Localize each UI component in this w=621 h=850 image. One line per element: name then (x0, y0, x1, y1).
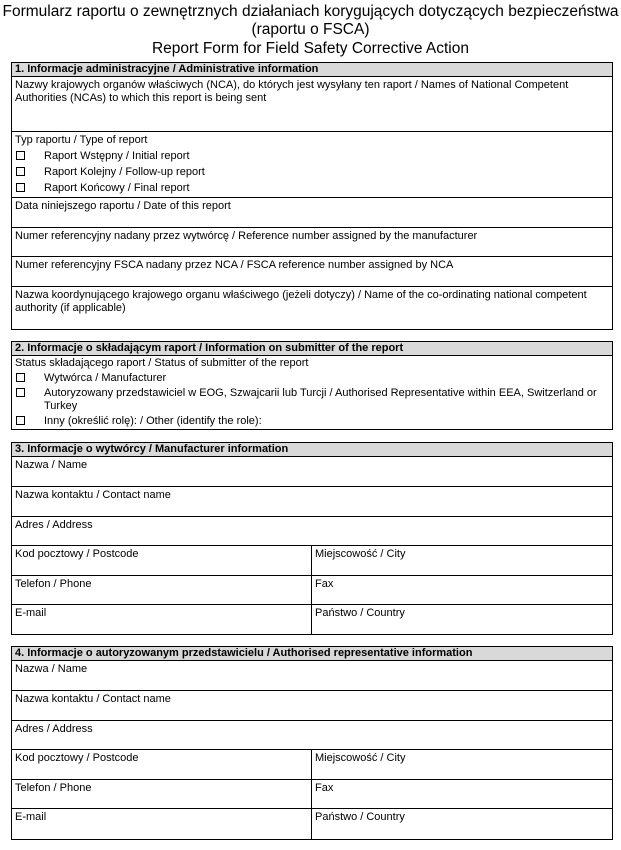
representative-fax-label: Fax (315, 782, 334, 794)
nca-reference-field[interactable] (12, 257, 612, 287)
manufacturer-name-label: Nazwa / Name (15, 459, 88, 471)
representative-phone-field[interactable] (12, 780, 312, 808)
representative-postcode-label: Kod pocztowy / Postcode (15, 752, 139, 764)
report-type-field (12, 132, 612, 198)
coordinating-nca-label: Nazwa koordynującego krajowego organu właściwego (jeżeli dotyczy) / Name of the co-ordinating national competent authority (if applicable) (15, 289, 587, 314)
section-authorised-representative (11, 646, 613, 840)
representative-email-label: E-mail (15, 811, 47, 823)
manufacturer-email-country-row (12, 605, 612, 634)
option-authorised-representative-label: Autoryzowany przedstawiciel w EOG, Szwajcarii lub Turcji / Authorised Representative within EEA, Switzerland or Turkey (44, 387, 597, 412)
submitter-status-label: Status składającego raport / Status of submitter of the report (15, 357, 309, 369)
representative-postcode-city-row (12, 750, 612, 780)
manufacturer-reference-field[interactable] (12, 228, 612, 257)
manufacturer-reference-label: Numer referencyjny nadany przez wytwórcę / Reference number assigned by the manufacturer (15, 230, 478, 242)
manufacturer-city-label: Miejscowość / City (315, 548, 406, 560)
manufacturer-contact-label: Nazwa kontaktu / Contact name (15, 489, 171, 501)
option-final-report[interactable] (15, 182, 609, 195)
option-final-label: Raport Końcowy / Final report (44, 182, 190, 194)
checkbox-follow-up-report[interactable] (16, 167, 25, 176)
option-other-label: Inny (określić rolę): / Other (identify the role): (44, 415, 262, 427)
option-manufacturer[interactable] (15, 372, 609, 385)
section-administrative (11, 62, 613, 330)
report-date-label: Data niniejszego raportu / Date of this report (15, 200, 231, 212)
section-submitter (11, 341, 613, 430)
option-manufacturer-label: Wytwórca / Manufacturer (44, 372, 167, 384)
checkbox-manufacturer[interactable] (16, 373, 25, 382)
manufacturer-phone-label: Telefon / Phone (15, 578, 92, 590)
manufacturer-postcode-city-row (12, 546, 612, 576)
representative-address-field[interactable] (12, 721, 612, 750)
representative-address-label: Adres / Address (15, 723, 93, 735)
manufacturer-email-label: E-mail (15, 607, 47, 619)
representative-fax-field[interactable] (312, 780, 612, 808)
representative-city-label: Miejscowość / City (315, 752, 406, 764)
representative-city-field[interactable] (312, 750, 612, 779)
manufacturer-email-field[interactable] (12, 605, 312, 634)
report-date-field[interactable] (12, 198, 612, 228)
option-initial-report[interactable] (15, 150, 609, 163)
manufacturer-city-field[interactable] (312, 546, 612, 575)
representative-email-country-row (12, 809, 612, 839)
title-line-3: Report Form for Field Safety Corrective Action (151, 40, 469, 57)
manufacturer-phone-fax-row (12, 576, 612, 605)
option-other[interactable] (15, 415, 609, 428)
manufacturer-address-field[interactable] (12, 517, 612, 546)
submitter-status-field (12, 356, 612, 429)
nca-names-field[interactable] (12, 77, 612, 132)
manufacturer-postcode-field[interactable] (12, 546, 312, 575)
manufacturer-phone-field[interactable] (12, 576, 312, 604)
title-line-2: (raportu o FSCA) (251, 21, 370, 38)
nca-reference-label: Numer referencyjny FSCA nadany przez NCA / FSCA reference number assigned by NCA (15, 259, 454, 271)
manufacturer-country-field[interactable] (312, 605, 612, 634)
representative-phone-label: Telefon / Phone (15, 782, 92, 794)
option-follow-up-report[interactable] (15, 166, 609, 179)
section-3-heading: 3. Informacje o wytwórcy / Manufacturer information (12, 443, 612, 457)
representative-name-label: Nazwa / Name (15, 663, 88, 675)
manufacturer-fax-label: Fax (315, 578, 334, 590)
report-type-label: Typ raportu / Type of report (15, 134, 148, 146)
option-authorised-representative[interactable] (15, 387, 609, 413)
representative-contact-label: Nazwa kontaktu / Contact name (15, 693, 171, 705)
manufacturer-fax-field[interactable] (312, 576, 612, 604)
manufacturer-address-label: Adres / Address (15, 519, 93, 531)
option-initial-label: Raport Wstępny / Initial report (44, 150, 190, 162)
manufacturer-name-field[interactable] (12, 457, 612, 487)
representative-country-label: Państwo / Country (315, 811, 405, 823)
representative-country-field[interactable] (312, 809, 612, 839)
manufacturer-country-label: Państwo / Country (315, 607, 405, 619)
representative-phone-fax-row (12, 780, 612, 809)
section-4-heading: 4. Informacje o autoryzowanym przedstawicielu / Authorised representative information (12, 647, 612, 661)
nca-names-label: Nazwy krajowych organów właściwych (NCA), do których jest wysyłany ten raport / Names of National Competent Authorities (NCAs) to which this report is being sent (15, 79, 569, 104)
checkbox-authorised-representative[interactable] (16, 388, 25, 397)
checkbox-final-report[interactable] (16, 183, 25, 192)
checkbox-other[interactable] (16, 416, 25, 425)
option-follow-up-label: Raport Kolejny / Follow-up report (44, 166, 205, 178)
coordinating-nca-field[interactable] (12, 287, 612, 329)
manufacturer-contact-field[interactable] (12, 487, 612, 517)
representative-email-field[interactable] (12, 809, 312, 839)
section-2-heading: 2. Informacje o składającym raport / Information on submitter of the report (12, 342, 612, 356)
section-manufacturer (11, 442, 613, 635)
representative-name-field[interactable] (12, 661, 612, 691)
representative-postcode-field[interactable] (12, 750, 312, 779)
checkbox-initial-report[interactable] (16, 151, 25, 160)
manufacturer-postcode-label: Kod pocztowy / Postcode (15, 548, 139, 560)
section-1-heading: 1. Informacje administracyjne / Administrative information (12, 63, 612, 77)
title-line-1: Formularz raportu o zewnętrznych działaniach korygujących dotyczących bezpieczeństwa (2, 3, 619, 20)
representative-contact-field[interactable] (12, 691, 612, 721)
